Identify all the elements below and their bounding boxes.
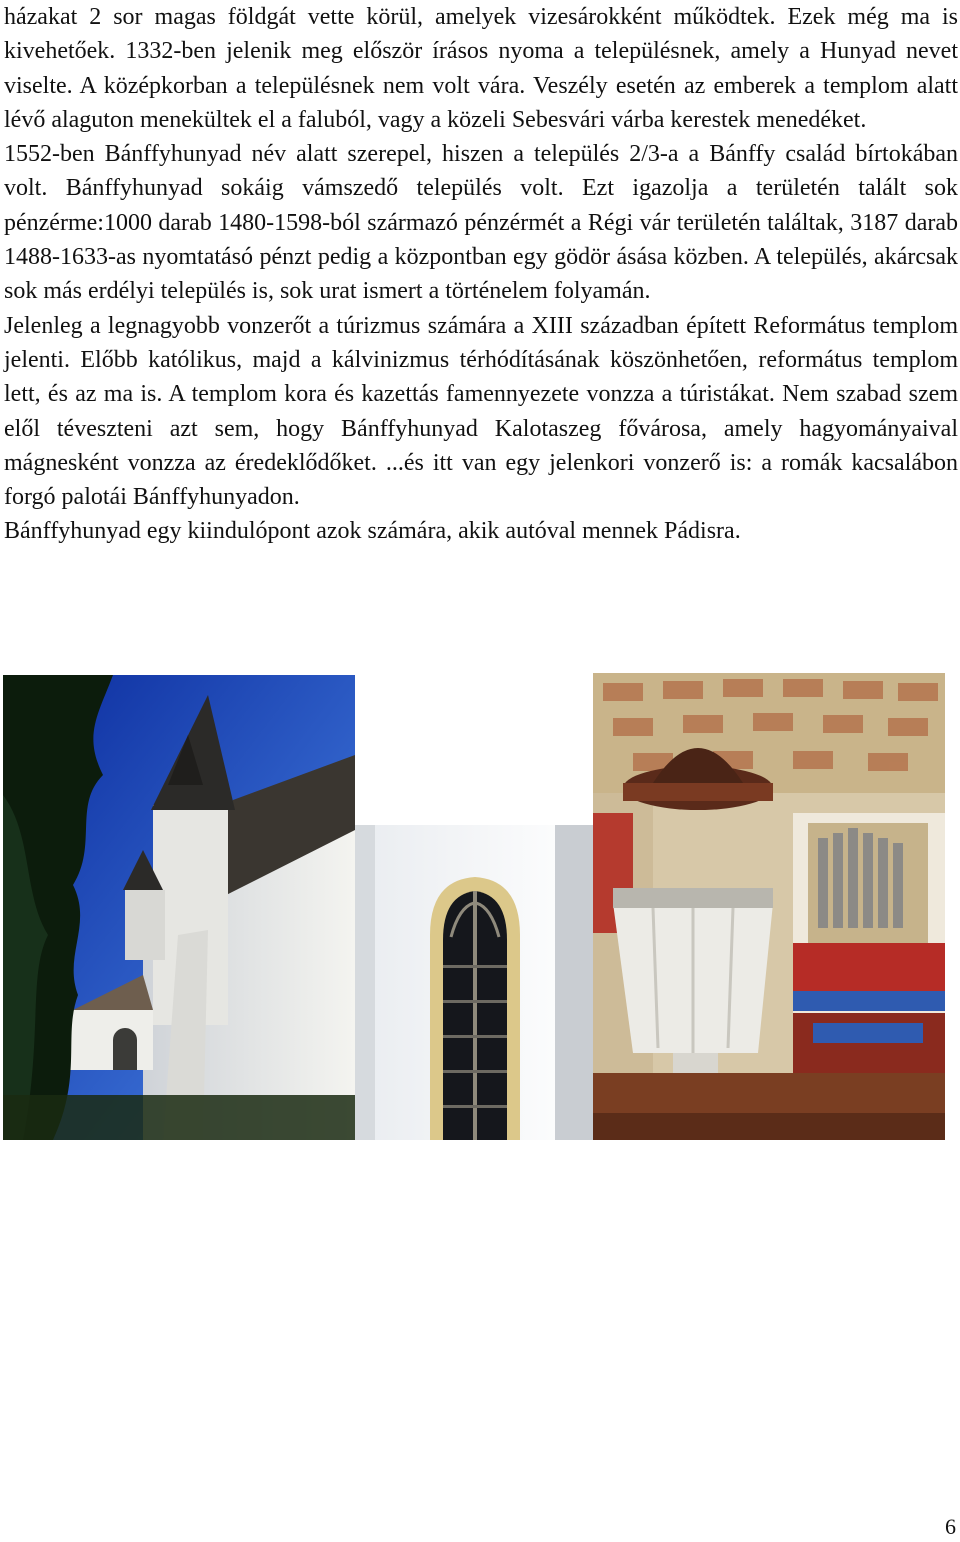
paragraph-banffy: 1552-ben Bánffyhunyad név alatt szerepel, hiszen a település 2/3-a a Bánffy család bírtokában volt. Bánffyhunyad sokáig vámszedő település volt. Ezt igazolja a területén talált sok pénzérme:1000 darab 1480-1598-ból származó pénzérmét a Régi vár területén találtak, 3187 darab 1488-1633-as nyomtatásó pénzt pedig a központban egy gödör ásása közben. A település, akárcsak sok más erdélyi település is, sok urat ismert a történelem folyamán. [4,141,958,305]
page-number: 6 [945,1514,956,1539]
church-interior-image [593,673,945,1140]
paragraph-padis: Bánffyhunyad egy kiindulópont azok számára, akik autóval mennek Pádisra. [4,518,741,545]
paragraph-church: Jelenleg a legnagyobb vonzerőt a túrizmus számára a XIII században épített Református templom jelenti. Előbb katólikus, majd a kálvinizmus térhódításának köszönhetően, református templom lett, és az ma is. A templom kora és kazettás famennyezete vonzza a túristákat. Nem szabad szem elől téveszteni azt sem, hogy Bánffyhunyad Kalotaszeg fővárosa, amely hagyományaival mágnesként vonzza az éredeklődőket. ...és itt van egy jelenkori vonzerő is: a romák kacsalábon forgó palotái Bánffyhunyadon. [4,312,958,511]
church-interior-photo [593,673,945,1140]
church-exterior-image [3,675,355,1140]
church-exterior-photo [3,675,355,1140]
article-text [4,0,958,549]
gothic-window-photo [355,825,593,1140]
gothic-window-image [355,825,593,1140]
paragraph-history: házakat 2 sor magas földgát vette körül, amelyek vizesárokként működtek. Ezek még ma is kivehetőek. 1332-ben jelenik meg először írásos nyoma a településnek, amely a Hunyad nevet viselte. A középkorban a településnek nem volt vára. Veszély esetén az emberek a templom alatt lévő alaguton menekültek el a faluból, vagy a közeli Sebesvári várba kerestek menedéket. [4,4,958,133]
